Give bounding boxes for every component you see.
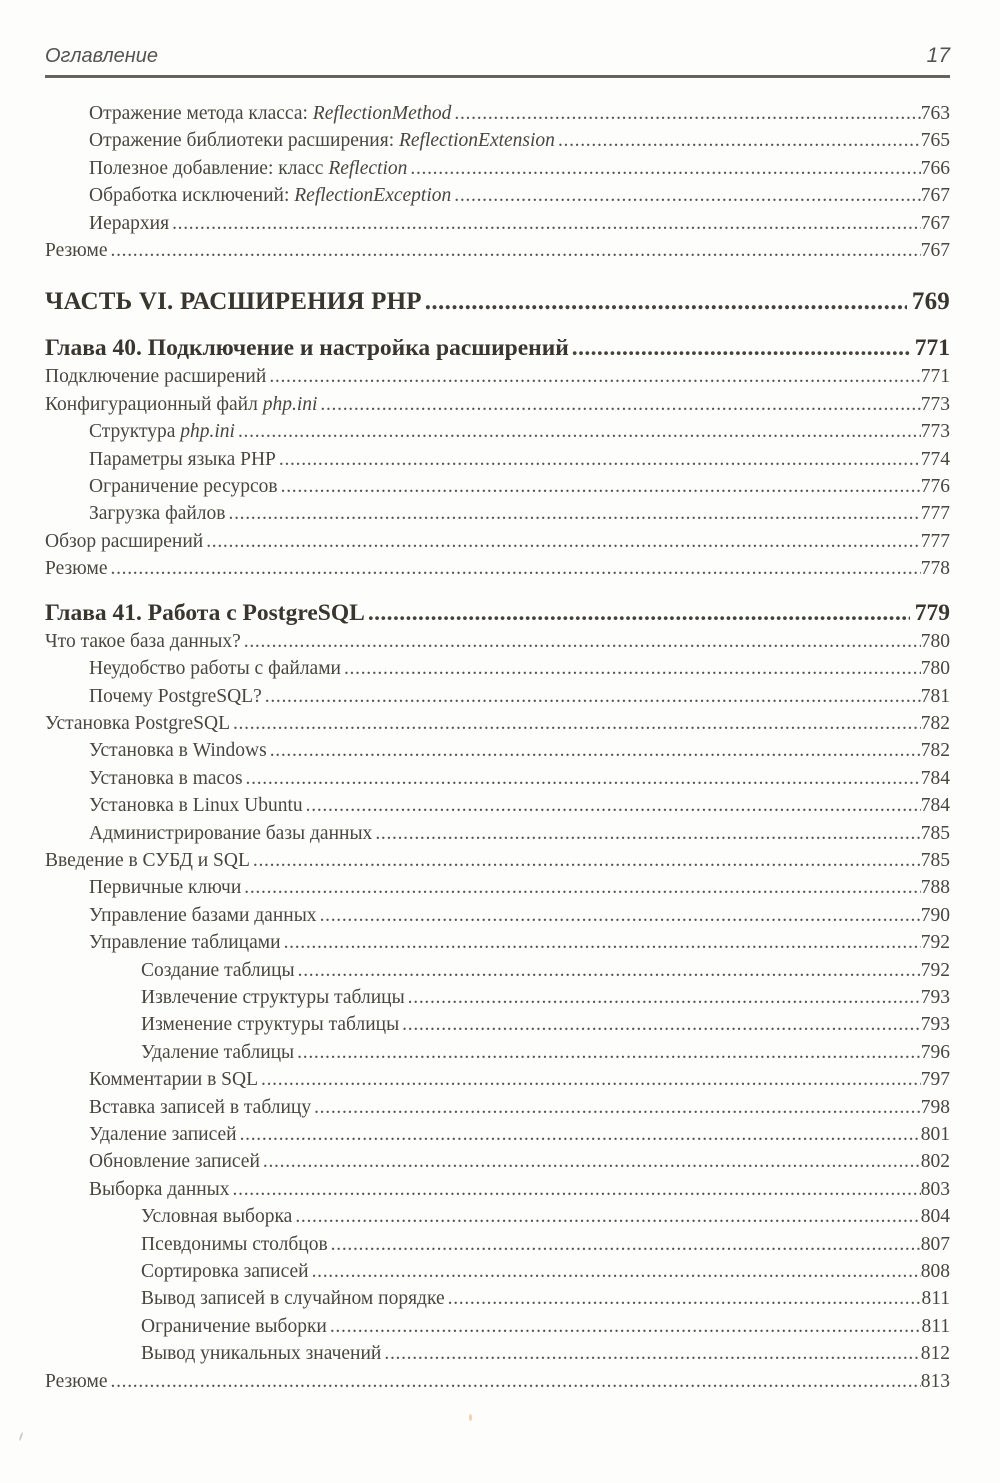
toc-entry-title: Что такое база данных? xyxy=(45,630,241,652)
toc-entry xyxy=(45,1368,950,1395)
toc-entry-title: Изменение структуры таблицы xyxy=(141,1014,400,1036)
dot-leader xyxy=(309,1258,921,1285)
dot-leader xyxy=(294,1039,921,1066)
toc-entry-title: Отражение библиотеки расширения: ReflectionExtension xyxy=(89,130,555,152)
toc-entry xyxy=(45,957,950,984)
toc-entry xyxy=(45,1231,950,1258)
toc-entry-page-number: 773 xyxy=(920,393,950,415)
toc-entry-page-number: 780 xyxy=(920,658,950,680)
toc-entry-page-number: 804 xyxy=(920,1206,950,1228)
toc-entry-title: Выборка данных xyxy=(89,1178,230,1200)
toc-entry-page-number: 785 xyxy=(920,822,950,844)
toc-entry-page-number: 784 xyxy=(920,795,950,817)
toc-entry-title: Подключение расширений xyxy=(45,366,267,388)
toc-entry-page-number: 788 xyxy=(920,877,950,899)
toc-entry-title: Ограничение ресурсов xyxy=(89,476,278,498)
toc-entry-page-number: 779 xyxy=(914,599,950,626)
toc-entry-page-number: 766 xyxy=(920,157,950,179)
dot-leader xyxy=(250,847,921,874)
toc-entry xyxy=(45,363,950,390)
toc-entry-page-number: 771 xyxy=(914,335,950,362)
dot-leader xyxy=(267,737,921,764)
toc-entry xyxy=(45,765,950,792)
dot-leader xyxy=(230,710,921,737)
toc-entry-title: Удаление записей xyxy=(89,1124,237,1145)
toc-entry xyxy=(45,902,950,929)
toc-entry xyxy=(45,628,950,655)
toc-entry xyxy=(45,1176,950,1203)
toc-entry xyxy=(45,473,950,500)
toc-entry-title: Отражение метода класса: ReflectionMethod xyxy=(89,103,452,124)
toc-list xyxy=(45,100,950,1395)
toc-entry-title: Глава 40. Подключение и настройка расширений xyxy=(45,335,569,362)
toc-entry-title: Вывод записей в случайном порядке xyxy=(141,1288,445,1310)
dot-leader xyxy=(317,902,921,929)
dot-leader xyxy=(317,391,920,418)
toc-entry-page-number: 778 xyxy=(920,558,950,580)
toc-entry xyxy=(45,391,950,418)
toc-entry-page-number: 811 xyxy=(921,1315,950,1337)
toc-entry xyxy=(45,874,950,901)
dot-leader xyxy=(203,528,921,555)
toc-entry-page-number: 807 xyxy=(920,1233,950,1255)
toc-entry-title: Сортировка записей xyxy=(141,1261,309,1283)
toc-entry-page-number: 784 xyxy=(920,767,950,789)
toc-entry-title: Обновление записей xyxy=(89,1151,260,1173)
toc-entry-page-number: 785 xyxy=(920,849,950,871)
toc-entry xyxy=(45,984,950,1011)
toc-chapter-heading xyxy=(45,598,950,628)
toc-entry-title: Глава 41. Работа с PostgreSQL xyxy=(45,599,365,626)
toc-entry-title: Загрузка файлов xyxy=(89,503,226,525)
toc-entry-page-number: 782 xyxy=(920,712,950,734)
toc-entry xyxy=(45,1148,950,1175)
dot-leader xyxy=(295,957,921,984)
dot-leader xyxy=(276,446,921,473)
toc-entry xyxy=(45,1285,950,1312)
dot-leader xyxy=(327,1313,922,1340)
dot-leader xyxy=(169,210,921,237)
toc-entry xyxy=(45,655,950,682)
dot-leader xyxy=(258,1066,921,1093)
toc-entry xyxy=(45,237,950,264)
toc-entry-page-number: 769 xyxy=(911,288,950,316)
dot-leader xyxy=(281,929,921,956)
toc-entry xyxy=(45,820,950,847)
toc-entry xyxy=(45,155,950,182)
toc-entry-page-number: 793 xyxy=(920,986,950,1008)
toc-entry-title: Установка в macos xyxy=(89,767,243,789)
toc-entry-title: Структура php.ini xyxy=(89,421,235,443)
scan-artifact xyxy=(19,1432,24,1441)
toc-entry xyxy=(45,737,950,764)
toc-entry-title: Обзор расширений xyxy=(45,530,204,552)
toc-entry-page-number: 763 xyxy=(920,103,950,124)
dot-leader xyxy=(381,1340,920,1367)
toc-entry-page-number: 767 xyxy=(920,212,950,234)
dot-leader xyxy=(311,1094,921,1121)
toc-entry-title: Ограничение выборки xyxy=(141,1315,327,1337)
toc-entry-page-number: 767 xyxy=(920,240,950,262)
toc-entry-title: Удаление таблицы xyxy=(141,1041,295,1063)
dot-leader xyxy=(569,333,910,363)
dot-leader xyxy=(243,765,921,792)
dot-leader xyxy=(365,598,910,628)
toc-entry-page-number: 782 xyxy=(920,740,950,762)
toc-entry-page-number: 808 xyxy=(920,1261,950,1283)
toc-entry-title: Создание таблицы xyxy=(141,959,295,981)
toc-entry-title: Иерархия xyxy=(89,212,170,234)
toc-entry-title: Обработка исключений: ReflectionException xyxy=(89,185,452,207)
dot-leader xyxy=(451,100,920,127)
toc-entry xyxy=(45,446,950,473)
toc-entry-title: Первичные ключи xyxy=(89,877,242,899)
toc-entry xyxy=(45,683,950,710)
toc-entry-title: Вставка записей в таблицу xyxy=(89,1096,312,1118)
toc-entry xyxy=(45,1313,950,1340)
toc-entry-page-number: 771 xyxy=(920,366,950,388)
toc-entry xyxy=(45,1203,950,1230)
toc-entry-title: Администрирование базы данных xyxy=(89,822,373,844)
toc-entry xyxy=(45,1340,950,1367)
dot-leader xyxy=(237,1121,921,1148)
toc-entry xyxy=(45,792,950,819)
toc-entry xyxy=(45,929,950,956)
toc-entry-title: Установка в Linux Ubuntu xyxy=(89,795,303,817)
toc-entry-title: Вывод уникальных значений xyxy=(141,1343,382,1365)
toc-entry-page-number: 793 xyxy=(920,1014,950,1036)
toc-entry-title: Введение в СУБД и SQL xyxy=(45,849,250,871)
toc-entry-page-number: 797 xyxy=(920,1069,950,1091)
toc-entry-page-number: 802 xyxy=(920,1151,950,1173)
dot-leader xyxy=(341,655,921,682)
toc-entry-page-number: 774 xyxy=(920,448,950,470)
toc-entry-page-number: 803 xyxy=(920,1178,950,1200)
dot-leader xyxy=(303,792,921,819)
dot-leader xyxy=(108,1368,921,1395)
toc-entry xyxy=(45,418,950,445)
toc-entry-page-number: 792 xyxy=(920,959,950,981)
toc-part-heading xyxy=(45,286,950,318)
toc-entry xyxy=(45,528,950,555)
toc-entry-title: Псевдонимы столбцов xyxy=(141,1233,328,1255)
toc-entry xyxy=(45,210,950,237)
toc-entry-title: Резюме xyxy=(45,558,108,580)
toc-entry-page-number: 812 xyxy=(920,1343,950,1365)
toc-entry xyxy=(45,1039,950,1066)
toc-entry xyxy=(45,1121,950,1148)
toc-entry-page-number: 796 xyxy=(920,1041,950,1063)
toc-entry-page-number: 767 xyxy=(920,185,950,207)
dot-leader xyxy=(278,473,921,500)
dot-leader xyxy=(328,1231,921,1258)
toc-entry-page-number: 792 xyxy=(920,932,950,954)
toc-entry-page-number: 765 xyxy=(920,130,950,152)
toc-entry-page-number: 801 xyxy=(920,1124,950,1145)
dot-leader xyxy=(230,1176,921,1203)
dot-leader xyxy=(555,127,921,154)
toc-entry-page-number: 773 xyxy=(920,421,950,443)
dot-leader xyxy=(399,1011,921,1038)
toc-entry xyxy=(45,100,950,127)
dot-leader xyxy=(407,155,920,182)
toc-entry-title: Конфигурационный файл php.ini xyxy=(45,393,318,415)
dot-leader xyxy=(445,1285,922,1312)
dot-leader xyxy=(292,1203,920,1230)
toc-entry-page-number: 781 xyxy=(920,685,950,707)
toc-entry xyxy=(45,182,950,209)
toc-entry-page-number: 777 xyxy=(920,503,950,525)
dot-leader xyxy=(262,683,921,710)
dot-leader xyxy=(260,1148,921,1175)
toc-entry-title: Установка PostgreSQL xyxy=(45,712,230,734)
toc-entry xyxy=(45,847,950,874)
toc-entry-page-number: 790 xyxy=(920,904,950,926)
toc-chapter-heading xyxy=(45,333,950,363)
toc-entry-title: Управление базами данных xyxy=(89,904,317,926)
dot-leader xyxy=(235,418,921,445)
toc-entry-page-number: 798 xyxy=(920,1096,950,1118)
toc-entry-title: Управление таблицами xyxy=(89,932,281,954)
toc-entry-page-number: 811 xyxy=(921,1288,950,1310)
toc-entry-title: Полезное добавление: класс Reflection xyxy=(89,157,408,179)
toc-entry xyxy=(45,1094,950,1121)
toc-entry xyxy=(45,555,950,582)
dot-leader xyxy=(108,555,921,582)
toc-entry xyxy=(45,127,950,154)
dot-leader xyxy=(266,363,920,390)
toc-entry-title: Резюме xyxy=(45,240,108,262)
running-title: Оглавление xyxy=(45,45,159,67)
toc-entry-title: Параметры языка PHP xyxy=(89,448,276,470)
toc-entry-title: Извлечение структуры таблицы xyxy=(141,986,405,1008)
page-number: 17 xyxy=(926,44,950,67)
toc-entry-page-number: 777 xyxy=(920,530,950,552)
toc-entry-page-number: 780 xyxy=(920,630,950,652)
scan-artifact xyxy=(469,1414,472,1421)
toc-entry-title: Установка в Windows xyxy=(89,740,267,762)
toc-entry-title: Комментарии в SQL xyxy=(89,1069,259,1091)
dot-leader xyxy=(451,182,920,209)
dot-leader xyxy=(241,628,921,655)
toc-entry xyxy=(45,1011,950,1038)
toc-entry-title: Резюме xyxy=(45,1370,108,1392)
dot-leader xyxy=(405,984,921,1011)
toc-entry-title: Условная выборка xyxy=(141,1206,293,1228)
dot-leader xyxy=(108,237,921,264)
toc-entry-page-number: 813 xyxy=(920,1370,950,1392)
toc-entry-page-number: 776 xyxy=(920,476,950,498)
toc-entry xyxy=(45,1066,950,1093)
toc-entry xyxy=(45,500,950,527)
dot-leader xyxy=(241,874,920,901)
toc-entry-title: ЧАСТЬ VI. РАСШИРЕНИЯ PHP xyxy=(45,288,422,316)
toc-entry-title: Почему PostgreSQL? xyxy=(89,685,262,707)
dot-leader xyxy=(422,286,907,318)
toc-entry-title: Неудобство работы с файлами xyxy=(89,658,341,680)
dot-leader xyxy=(372,820,920,847)
dot-leader xyxy=(226,500,921,527)
page-header xyxy=(45,0,950,78)
toc-entry xyxy=(45,1258,950,1285)
toc-entry xyxy=(45,710,950,737)
